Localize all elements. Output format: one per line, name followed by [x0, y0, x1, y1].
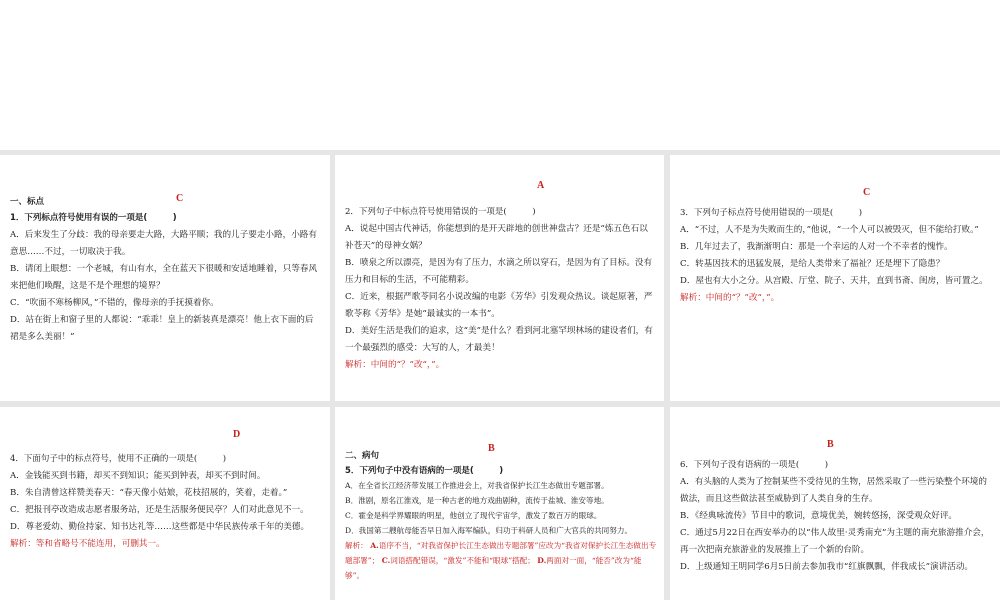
explanation-key-d: D. [537, 556, 547, 565]
explanation: 解析：中间的“？”改“，”。 [345, 360, 445, 370]
answer-mark: B [827, 439, 834, 450]
option-a: A．在全省长江经济带发展工作推进会上，对我省保护长江生态做出专题部署。 [345, 481, 609, 490]
option-c: C．转基因技术的迅猛发展，是给人类带来了福祉？还是埋下了隐患？ [680, 259, 945, 269]
question-stem: 2．下列句子中标点符号使用错误的一项是( ) [345, 207, 536, 217]
slide-panel-3 [670, 155, 1000, 401]
option-a: A．有头脑的人类为了控制某些不受待见的生物，居然采取了一些污染整个环境的做法，而且这些做法甚至威胁到了人类自身的生存。 [680, 477, 987, 504]
option-d: D．上级通知王明同学6月5日前去参加我市“红旗飘飘，伴我成长”演讲活动。 [680, 562, 974, 572]
answer-mark: A [537, 180, 545, 191]
question-stem: 4．下面句子中的标点符号，使用不正确的一项是( ) [10, 454, 227, 464]
slide-panel-5 [335, 407, 664, 600]
answer-mark: D [233, 429, 241, 440]
option-c: C．霍金是科学界耀眼的明星，他创立了现代宇宙学，激发了数百万的眼球。 [345, 511, 602, 520]
question-stem: 1．下列标点符号使用有误的一项是( ) [10, 213, 177, 223]
option-b: B．几年过去了，我渐渐明白：那是一个幸运的人对一个不幸者的愧怍。 [680, 242, 953, 252]
section-title: 一、标点 [10, 197, 45, 207]
option-b: B．喷泉之所以漂亮，是因为有了压力，水滴之所以穿石，是因为有了目标。没有压力和目标的生活，不可能精彩。 [345, 258, 653, 285]
explanation-text-a: 语序不当，“对我省保护长江生态做出专题部署”应改为“我省对保护长江生态做出专题部署”； [345, 541, 657, 565]
option-d: D．美好生活是我们的追求，这“美”是什么？看到河北塞罕坝林场的建设者们，有一个最强烈的感受：大写的人，才最美！ [345, 326, 653, 353]
option-d: D．屋也有大小之分。从宫殿、厅堂、院子、天井，直到书斋、闺房，皆可置之。 [680, 276, 988, 286]
option-b: B．请闭上眼想：一个老城，有山有水，全在蓝天下很暖和安适地睡着，只等春风来把他们唤醒，这是不是个理想的境界？ [10, 264, 318, 291]
slide-panel-2 [335, 155, 664, 401]
explanation-prefix: 解析： [345, 541, 368, 550]
option-c: C．近来，根据严歌苓同名小说改编的电影《芳华》引发观众热议。谈起原著，严歌苓称《芳华》是她“最诚实的一本书”。 [345, 292, 653, 319]
option-b: B．《经典咏流传》节目中的歌词，意境优美，婉转悠扬，深受观众好评。 [680, 511, 958, 521]
option-d: D．尊老爱幼、勤俭持家、知书达礼等……这些都是中华民族传承千年的美德。 [10, 522, 310, 532]
option-d: D．站在街上和窗子里的人都说：“乖乖！皇上的新装真是漂亮！他上衣下面的后裙是多么美丽！” [10, 315, 314, 342]
explanation-key-c: C. [381, 556, 391, 565]
question-stem: 6．下列句子没有语病的一项是( ) [680, 460, 829, 470]
explanation-key-a: A. [370, 541, 379, 550]
answer-mark: C [176, 193, 184, 204]
answer-mark: C [863, 187, 871, 198]
option-c: C．“吹面不寒杨柳风，”不错的，像母亲的手抚摸着你。 [10, 298, 219, 308]
explanation-text-d: 两面对一面，“能否”改为“能够”。 [345, 556, 642, 580]
option-c: C．通过5月22日在西安举办的以“伟人故里·灵秀南充”为主题的南充旅游推介会，再一次把南充旅游业的发展推上了一个新的台阶。 [680, 528, 990, 555]
explanation-text-c: 词语搭配错误，“激发”不能和“眼球”搭配； [390, 556, 535, 565]
option-b: B．朱自清曾这样赞美春天：“春天像小姑娘，花枝招展的，笑着，走着。” [10, 488, 288, 498]
explanation: 解析：等和省略号不能连用，可删其一。 [10, 539, 165, 549]
question-stem: 5．下列句子中没有语病的一项是( ) [345, 466, 504, 476]
slide-panel-1 [0, 155, 330, 401]
option-b: B．淮剧，原名江淮戏，是一种古老的地方戏曲剧种，流传于盐城、淮安等地。 [345, 496, 609, 505]
answer-mark: B [488, 443, 495, 454]
option-c: C．把报刊亭改造成志愿者服务站，还是生活服务便民亭？人们对此意见不一。 [10, 505, 309, 515]
question-stem: 3．下列句子标点符号使用错误的一项是( ) [680, 208, 863, 218]
option-a: A．说起中国古代神话，你能想到的是开天辟地的创世神盘古？还是“炼五色石以补苍天”的母神女娲？ [345, 224, 648, 251]
explanation [345, 538, 657, 583]
option-a: A．金钱能买到书籍，却买不到知识；能买到钟表，却买不到时间。 [10, 471, 266, 481]
option-a: A．“不过，人不是为失败而生的，”他说，“一个人可以被毁灭，但不能给打败。” [680, 225, 979, 235]
section-title: 二、病句 [345, 451, 380, 461]
option-a: A．后来发生了分歧：我的母亲要走大路，大路平顺；我的儿子要走小路，小路有意思……不过，一切取决于我。 [10, 230, 317, 257]
option-d: D．我国第二艘航母能否早日加入海军编队，归功于科研人员和广大官兵的共同努力。 [345, 526, 633, 535]
blank-top-area [0, 0, 1000, 150]
explanation: 解析：中间的“？”改“，”。 [680, 293, 780, 303]
slide-panel-6 [670, 407, 1000, 600]
slide-panel-4 [0, 407, 330, 600]
